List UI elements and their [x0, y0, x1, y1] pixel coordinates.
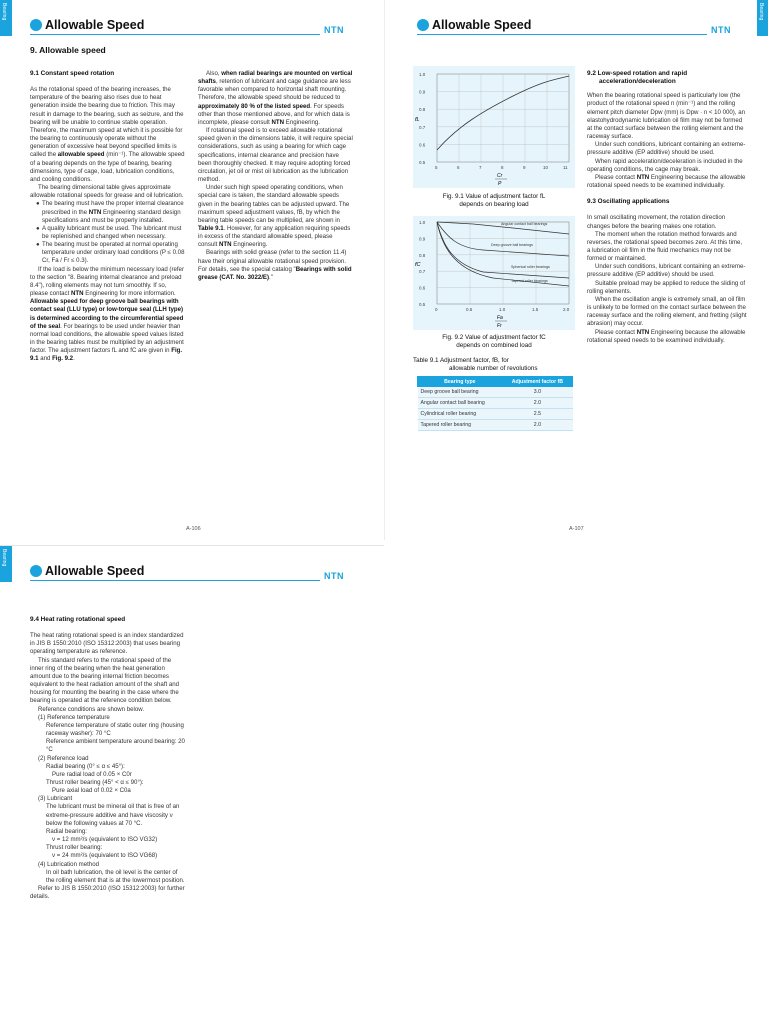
col2-paragraph-3: Under such high speed operating conditions, when special care is taken, the standard allowable speeds given in the bearing tables can be adjusted upward. The maximum speed adjustment values, fB, by which the bearing table speeds can be multiplied, are shown in Table 9.1. However, for any application requiring speeds in excess of the standard allowable speed, please consult NTN Engineering. — [198, 184, 351, 249]
xtick: 0.5 — [466, 307, 473, 312]
s92-paragraph-4: Please contact NTN Engineering because the allowable rotational speed needs to be examined individually. — [587, 173, 746, 190]
table-row: Angular contact ball bearing 2.0 — [418, 398, 573, 409]
xtick: 1.5 — [532, 307, 539, 312]
page-header — [417, 14, 531, 36]
ytick: 0.8 — [419, 252, 426, 258]
s94-paragraph-1: The heat rating rotational speed is an index standardized in JIS B 1550:2010 (ISO 15312:2003) that uses bearing operating temperature as reference. — [30, 632, 184, 656]
figure-9-1 — [413, 66, 575, 188]
section-9-4-heading: 9.4 Heat rating rotational speed — [30, 616, 126, 623]
s91-paragraph-3: If the load is below the minimum necessary load (refer to the section "8. Bearing internal clearance and preload 8.4"), rolling elements may not turn smoothly. If so, please contact NTN Engineering for more information. Allowable speed for deep groove ball bearings with contact seal (LLU type) or low-torque seal (LLH type) is determined according to the circumferential speed of the seal. For bearings to be used under heavier than normal load conditions, the allowable speed values listed in the bearing tables must be multiplied by an adjustment factor. The adjustment factors fL and fC are given in Fig. 9.1 and Fig. 9.2. — [30, 265, 184, 363]
bullet-item: ● A quality lubricant must be used. The lubricant must be replenished and changed when necessary. — [36, 224, 182, 240]
header-bullet-icon — [30, 565, 42, 577]
side-tab — [757, 0, 768, 36]
curve-label: Spherical roller bearings — [511, 265, 550, 269]
list-item: ν = 24 mm²/s (equivalent to ISO VG68) — [52, 852, 158, 860]
s93-paragraph-1: In small oscillating movement, the rotation direction changes before the bearing makes one rotation. — [587, 214, 726, 230]
side-tab-label: Bearing — [1, 3, 7, 21]
table-row: Tapered roller bearing 2.0 — [418, 420, 573, 431]
xtick: 5 — [435, 165, 438, 170]
ytick: 0.5 — [419, 160, 426, 165]
page-a106 — [0, 0, 384, 540]
page-number: A-106 — [186, 526, 201, 532]
table-header: Bearing type — [418, 377, 503, 387]
list-item: Pure axial load of 0.02 × C0a — [52, 787, 131, 795]
list-item: (3) Lubricant — [38, 795, 73, 803]
table-9-1-caption: Table 9.1 Adjustment factor, fB, for allowable number of revolutions — [413, 357, 538, 372]
side-tab-label: Bearing — [1, 549, 7, 567]
ytick: 0.9 — [419, 89, 426, 95]
xtick: 1.0 — [499, 307, 506, 312]
list-item: Reference ambient temperature around bearing: 20 °C — [46, 738, 185, 754]
list-item: Pure radial load of 0.05 × C0r — [52, 770, 132, 778]
column-right — [587, 70, 747, 345]
list-item: In oil bath lubrication, the oil level is the center of the rolling element that is at the lowermost position. — [46, 868, 185, 884]
s92-paragraph-2: Under such conditions, lubricant containing an extreme-pressure additive (EP additive) should be used. — [587, 141, 746, 157]
xtick: 6 — [457, 165, 460, 170]
xtick: 0 — [435, 307, 438, 312]
column-2 — [198, 70, 353, 282]
ytick: 0.9 — [419, 236, 426, 242]
page-header — [30, 560, 144, 582]
col2-paragraph-2: If rotational speed is to exceed allowable rotational speed given in the dimensions table, it will require special considerations, such as using a bearing for which cage specifications, internal clearance and precision have been thoroughly checked. It may require adopting forced circulation, jet oil or mist oil lubrication as the lubrication method. — [198, 127, 353, 184]
list-item: Radial bearing (0° ≤ α ≤ 45°): — [46, 762, 125, 770]
s93-paragraph-5: When the oscillation angle is extremely small, an oil film is unlikely to be formed on the contact surface between the raceway surface and the rolling element, and fretting (slight abrasion) may occur. — [587, 295, 747, 328]
list-item: (4) Lubrication method — [38, 860, 99, 868]
figure-9-2-caption: Fig. 9.2 Value of adjustment factor fC depends on combined load — [442, 334, 546, 349]
table-header-row — [418, 377, 573, 387]
xtick: 8 — [501, 165, 504, 170]
ytick: 0.7 — [419, 269, 426, 275]
ytick: 1.0 — [419, 220, 426, 225]
column-1 — [30, 616, 185, 901]
list-item: The lubricant must be mineral oil that is free of an extreme-pressure additive and have viscosity ν below the following values at 70 °C. — [46, 803, 180, 827]
table-header: Adjustment factor fB — [502, 377, 572, 387]
s91-paragraph-2: The bearing dimensional table gives approximate allowable rotational speeds for grease and oil lubrication. — [30, 184, 184, 200]
header-rule — [417, 34, 707, 35]
header-title: Allowable Speed — [432, 18, 532, 32]
bullet-item: ● The bearing must be operated at normal operating temperature under ordinary load conditions (P ≤ 0.08 Cr, Fa / Fr ≤ 0.3). — [36, 241, 185, 265]
section-9-2-heading: 9.2 Low-speed rotation and rapid acceleration/deceleration — [587, 70, 688, 86]
s92-paragraph-3: When rapid acceleration/deceleration is included in the operating conditions, the cage may break. — [587, 157, 743, 173]
ytick: 0.7 — [419, 124, 426, 130]
x-axis-label-denominator: P — [498, 181, 502, 187]
list-item: Thrust roller bearing (45° < α ≤ 90°): — [46, 778, 144, 786]
section-title: 9. Allowable speed — [30, 45, 106, 55]
xtick: 9 — [523, 165, 526, 170]
s94-paragraph-3: Reference conditions are shown below. — [38, 705, 145, 713]
s93-paragraph-4: Suitable preload may be applied to reduce the sliding of rolling elements. — [587, 279, 746, 295]
ntn-logo: NTN — [711, 25, 731, 35]
ytick: 0.5 — [419, 302, 426, 307]
side-tab — [0, 0, 12, 36]
header-rule — [30, 580, 320, 581]
section-9-3-heading: 9.3 Oscillating applications — [587, 198, 670, 206]
xtick: 11 — [563, 165, 568, 170]
header-rule — [30, 34, 320, 35]
xtick: 7 — [479, 165, 482, 170]
column-1 — [30, 70, 185, 363]
side-tab-label: Bearing — [758, 3, 764, 21]
header-bullet-icon — [417, 19, 429, 31]
curve-label: Angular contact ball bearings — [501, 222, 548, 226]
col2-paragraph-1: Also, when radial bearings are mounted on vertical shafts, retention of lubricant and cage guidance are less favorable when compared to horizontal shaft mounting. Therefore, the allowable speed should be reduced to approximately 80 % of the listed speed. For speeds other than those mentioned above, and for which data is incomplete, please consult NTN Engineering. — [198, 70, 353, 126]
bullet-item: ● The bearing must have the proper internal clearance prescribed in the NTN Engineering standard design specifications and must be properly installed. — [36, 200, 184, 224]
list-item: Radial bearing: — [46, 827, 87, 835]
list-item: ν = 12 mm²/s (equivalent to ISO VG32) — [52, 836, 158, 844]
section-9-1-heading: 9.1 Constant speed rotation — [30, 70, 115, 77]
ytick: 0.6 — [419, 285, 426, 291]
s93-paragraph-2: The moment when the rotation method forwards and reverses, the rotational speed becomes zero. At this time, a lubrication oil film in the fluid mechanics may not be formed or maintained. — [587, 230, 743, 263]
s92-paragraph-1: When the bearing rotational speed is particularly low (the product of the rotational speed n (min⁻¹) and the rolling element pitch diameter Dpw (mm) is Dpw · n < 10 000), an elastohydrodynamic lubrication oil film may not be formed at the contact surface between the rolling element and the raceway surface. — [587, 92, 745, 141]
x-axis-label-denominator: Fr — [497, 323, 502, 329]
list-item: Thrust roller bearing: — [46, 844, 103, 852]
s94-paragraph-4: Refer to JIS B 1550:2010 (ISO 15312:2003) for further details. — [30, 885, 185, 901]
curve-label: Deep groove ball bearings — [491, 243, 533, 247]
xtick: 2.0 — [563, 307, 570, 312]
figure-9-1-plot — [413, 66, 575, 188]
list-item: (2) Reference load — [38, 754, 89, 762]
table-9-1 — [417, 376, 573, 431]
y-axis-label: fC — [415, 262, 421, 268]
figure-9-2-plot — [413, 216, 575, 330]
s94-paragraph-2: This standard refers to the rotational speed of the inner ring of the bearing when the heat generation amount due to the bearing internal friction becomes equivalent to the heat radiation amount of the shaft and housing for mounting the bearing in the case where the bearing is operated at the reference condition below. — [30, 656, 180, 705]
page-a107 — [384, 0, 768, 540]
s93-paragraph-3: Under such conditions, lubricant containing an extreme-pressure additive (EP additive) should be used. — [587, 263, 746, 279]
y-axis-label: fL — [415, 117, 420, 123]
page-number: A-107 — [569, 526, 584, 532]
header-title: Allowable Speed — [45, 564, 145, 578]
ytick: 1.0 — [419, 72, 426, 77]
table-row: Deep groove ball bearing 3.0 — [418, 387, 573, 398]
s93-paragraph-6: Please contact NTN Engineering because the allowable rotational speed needs to be examined individually. — [587, 328, 746, 344]
header-bullet-icon — [30, 19, 42, 31]
curve-label: Tapered roller bearings — [511, 279, 548, 283]
page-header — [30, 14, 144, 36]
col2-paragraph-4: Bearings with solid grease (refer to the section 11.4) have their original allowable rotational speed provision. For details, see the special catalog "Bearings with solid grease (CAT. No. 3022/E)." — [198, 249, 352, 281]
ytick: 0.8 — [419, 107, 426, 113]
list-item: Reference temperature of static outer ring (housing raceway washer): 70 °C — [46, 721, 184, 738]
s91-paragraph-1: As the rotational speed of the bearing increases, the temperature of the bearing also rises due to heat generation inside the bearing due to friction. This may result in damage to the bearing, such as seizure, and the bearing will be unable to continue stable operation. Therefore, the maximum speed at which it is possible for the bearing to continuously operate without the generation of excessive heat beyond specified limits is called the allowable speed (min⁻¹). The allowable speed of a bearing depends on the type of bearing, bearing dimensions, type of cage, load, lubrication conditions, and cooling conditions. — [30, 86, 185, 183]
list-item: (1) Reference temperature — [38, 713, 110, 721]
header-title: Allowable Speed — [45, 18, 145, 32]
page-heat-rating — [0, 545, 384, 1025]
ytick: 0.6 — [419, 142, 426, 148]
ntn-logo: NTN — [324, 571, 344, 581]
table-row: Cylindrical roller bearing 2.5 — [418, 409, 573, 420]
xtick: 10 — [543, 165, 549, 170]
figure-9-2 — [413, 216, 575, 330]
x-axis-label-numerator: Fa — [497, 315, 503, 321]
x-axis-label-numerator: Cr — [497, 173, 503, 179]
ntn-logo: NTN — [324, 25, 344, 35]
figure-9-1-caption: Fig. 9.1 Value of adjustment factor fL depends on bearing load — [442, 193, 546, 208]
side-tab — [0, 546, 12, 582]
